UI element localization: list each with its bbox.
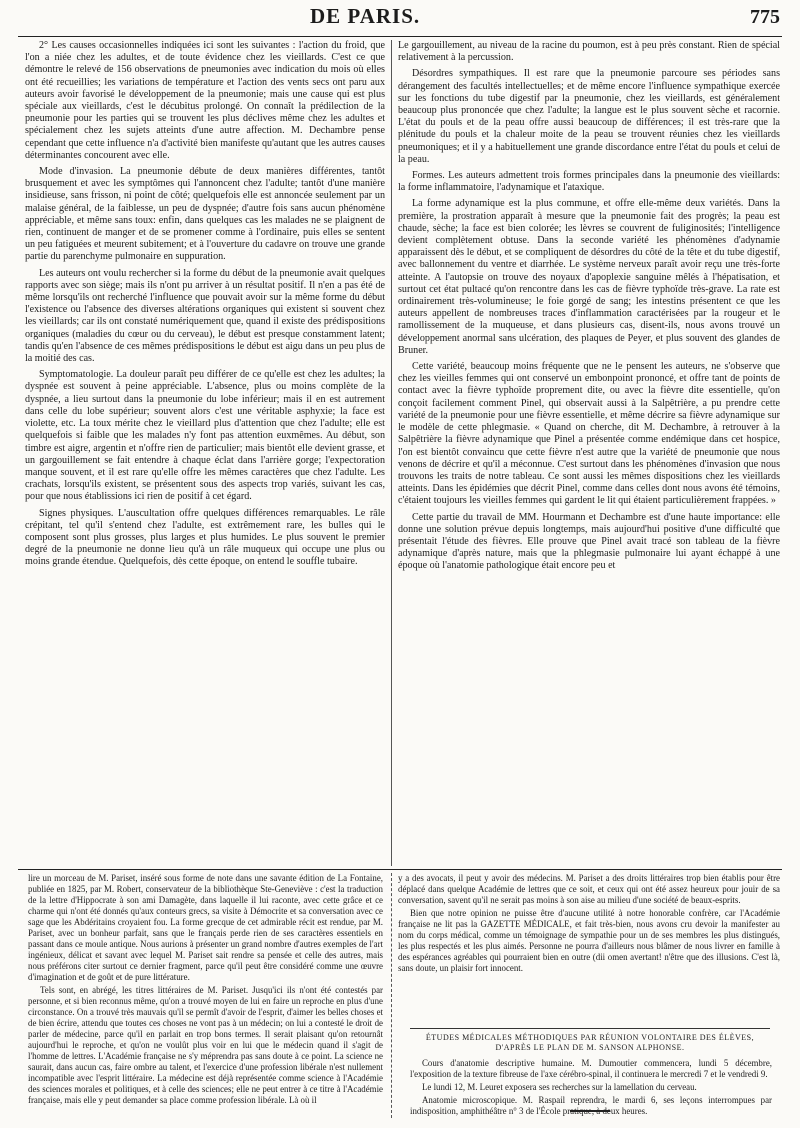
feuilleton-paragraph: y a des avocats, il peut y avoir des médecins. M. Pariset a des droits littéraires trop bien établis pour être déplacé dans quelque Académie de lettres que ce soit, et ceux qui ont été assez heureux pour jouir de sa conversation, savent qu'il ne serait pas moins à son aise au milieu d'une société de beaux-esprits. (398, 873, 780, 905)
notice-end-rule (570, 1110, 610, 1112)
notice-title (410, 1033, 770, 1053)
header-rule (18, 36, 782, 37)
page-header-title: DE PARIS. (310, 4, 421, 28)
feuilleton-left-column (28, 873, 383, 1118)
article-paragraph: Le gargouillement, au niveau de la racine du poumon, est à peu près constant. Rien de spécial relativement à la percussion. (398, 40, 780, 64)
article-right-column (398, 40, 780, 866)
notice-paragraph: Anatomie microscopique. M. Raspail reprendra, le mardi 6, ses leçons interrompues par indisposition, amphithéâtre n° 3 de l'École pratique, à deux heures. (410, 1095, 772, 1116)
article-paragraph: Cette partie du travail de MM. Hourmann et Dechambre est d'une haute importance: elle donne une solution prévue depuis longtemps, mais aujourd'hui positive d'une difficulté que présentait l'étude des fièvres. Elle prouve que Pinel avait tracé son tableau de la fièvre adynamique d'après nature, mais que la phlegmasie pulmonaire lui ayant échappé à une époque où l'anatomie pathologique était encore peu et (398, 511, 780, 572)
article-paragraph: Signes physiques. L'auscultation offre quelques différences remarquables. Le râle crépitant, tel qu'il s'entend chez l'adulte, est extrêmement rare, les bulles qui le composent sont plus grosses, plus larges et plus humides. Le plus souvent le premier degré de la pneumonie ne donne lieu qu'à un râle muqueux qui occupe une plus ou moins grande étendue. Quelquefois, dès cette époque, on entend le souffle tubaire. (25, 507, 385, 568)
feuilleton-paragraph: Bien que notre opinion ne puisse être d'aucune utilité à notre honorable confrère, car l'Académie française ne lit pas la GAZETTE MÉDICALE, et fait très-bien, nous avons cru devoir la manifester au nom du corps médical, comme un témoignage de sympathie pour un de ses membres les plus distingués, les plus respectés et les plus aimés. Personne ne pourra d'ailleurs nous blâmer de nous livrer en famille à des espérances agréables qui pourraient bien en outre (dii omen avertant! n'être que des illusions. C'est là, sans doute, un plaisir fort innocent. (398, 908, 780, 973)
notice-title-line: ÉTUDES MÉDICALES MÉTHODIQUES PAR RÉUNION VOLONTAIRE DES ÉLÈVES, (425, 1033, 755, 1042)
notice-top-rule (410, 1028, 770, 1029)
notice-paragraph: Cours d'anatomie descriptive humaine. M. Dumoutier commencera, lundi 5 décembre, l'exposition de la texture fibreuse de l'axe cérébro-spinal, il continuera le mercredi 7 et le vendredi 9. (410, 1058, 772, 1079)
feuilleton-paragraph: lire un morceau de M. Pariset, inséré sous forme de note dans une savante édition de La Fontaine, publiée en 1825, par M. Robert, conservateur de la bibliothèque Ste-Geneviève : c'est la traduction de la lettre d'Hippocrate à son ami Damagète, dans laquelle il lui raconte, avec cette grâce et ce charme qui n'ont été donnés qu'aux conteurs grecs, sa visite à Démocrite et sa conversation avec ce sage que les Abdéritains croyaient fou. La forme grecque de cet admirable récit est rendue, par M. Pariset, avec un bonheur parfait, sans que le français perde rien de ses caractères essentiels en passant dans ce moule antique. Nous aurions à présenter un grand nombre d'autres exemples de l'art ingénieux, délicat et savant avec lequel M. Pariset sait rendre sa pensée et celle des autres, mais nous préférons citer surtout ce dernier fragment, parce qu'il peut être considéré comme une œuvre d'imagination et de goût et de pure littérature. (28, 873, 383, 982)
article-paragraph: 2° Les causes occasionnelles indiquées ici sont les suivantes : l'action du froid, que l'on a niée chez les adultes, et de toute évidence chez les vieillards. C'est ce que démontre le relevé de 156 observations de pneumonies avec indication du mois où elles ont été recueillies; les variations de température et l'action des vents secs ont paru aux auteurs avoir favorisé le développement de la pneumonie; mais une cause qui est plus spéciale aux vieillards, c'est le décubitus prolongé. On connaît la prédilection de la pneumonie pour les parties qui se trouvent les plus déclives même chez les adultes et spécialement chez les sujets atteints d'une autre affection. M. Dechambre pense cependant que cette influence n'a d'activité bien manifeste qu'autant que les autres causes déterminantes concourent avec elle. (25, 40, 385, 161)
article-paragraph: Symptomatologie. La douleur paraît peu différer de ce qu'elle est chez les adultes; la dyspnée est souvent à peine appréciable. L'absence, plus ou moins complète de la dyspnée, a lieu surtout dans la pneumonie du lobe inférieur; mais il en est autrement dans celle du lobe supérieur; souvent alors c'est une véritable asphyxie; la face est violette, etc. La toux mérite chez le vieillard plus d'attention que chez l'adulte; elle est quelquefois si faible que les malades n'y font pas attention euxmêmes. Au début, son timbre est aigre, argentin et n'offre rien de particulier; mais bientôt elle devient grasse, et un gargouillement se fait entendre à chaque éclat dans l'arrière gorge; l'expectoration manque souvent, et il est rare qu'elle offre les mêmes caractères que chez l'adulte. Les crachats, lorsqu'ils existent, se présentent sous des aspects trop variés, suivant les cas, pour que nous établissions ici rien de positif à cet égard. (25, 369, 385, 503)
article-paragraph: Cette variété, beaucoup moins fréquente que ne le pensent les auteurs, ne s'observe que chez les vieilles femmes qui ont conservé un embonpoint prononcé, et offre tant de points de contact avec la fièvre typhoïde proprement dite, ou avec la fièvre dite essentielle, qu'on conçoit facilement comment Pinel, qui observait aussi à la Salpêtrière, a pu prendre cette variété de la pneumonie pour une fièvre essentielle, et même décrire sa fièvre adynamique sur le modèle de cette phlegmasie. « Quand on cherche, dit M. Dechambre, à retrouver à la Salpêtrière la fièvre adynamique que Pinel a présentée comme endémique dans cet hospice, l'on est bientôt convaincu que cette fièvre n'est autre que la variété de pneumonie que nous venons de décrire et qu'il a méconnue. C'est surtout dans les phénomènes d'invasion que nous trouvons les traits de notre tableau. Ce sont aussi les mêmes dispositions chez les vieillards atteints. Dans les épidémies que décrit Pinel, comme dans celles dont nous avons été témoins, c'étaient toujours les vieilles femmes qui gardent le lit qui étaient particulièrement frappées. » (398, 361, 780, 507)
article-left-column (25, 40, 385, 866)
notice-paragraph: Le lundi 12, M. Leuret exposera ses recherches sur la lamellation du cerveau. (422, 1082, 697, 1092)
column-divider (391, 40, 392, 866)
feuilleton-right-column (398, 873, 780, 1023)
feuilleton-column-divider (391, 873, 392, 1118)
page-number: 775 (750, 6, 780, 28)
article-paragraph: Désordres sympathiques. Il est rare que la pneumonie parcoure ses périodes sans dérangement des facultés intellectuelles; et de même encore l'influence sympathique exercée sur les fonctions du tube digestif par la pneumonie, chez les vieillards, est généralement beaucoup plus prononcée que chez l'adulte; la langue est le plus souvent sèche et racornie. L'état du pouls et de la peau offre aussi beaucoup de différences; il est très-rare que la plénitude du pouls et la chaleur moite de la peau se trouvent réunies chez les vieillards pneumoniques; et il y a habituellement une grande discordance entre l'état du pouls et celui de la peau. (398, 68, 780, 165)
article-paragraph: Mode d'invasion. La pneumonie débute de deux manières différentes, tantôt brusquement et avec les symptômes qui l'annoncent chez l'adulte; tantôt d'une manière insidieuse, sans frisson, ni point de côté; quelquefois elle est annoncée seulement par un malaise général, de la faiblesse, un peu de dyspnée; d'autre fois sans aucun phénomène appréciable, et même sans toux: enfin, dans quelques cas les malades ne se plaignent de rien, continuent de manger et de se promener comme à l'ordinaire, puis elles se sentent un peu fatiguées et meurent subitement; et à l'ouverture du cadavre on trouve une grande partie du parenchyme pulmonaire en suppuration. (25, 166, 385, 263)
article-paragraph: La forme adynamique est la plus commune, et offre elle-même deux variétés. Dans la première, la prostration apparaît à mesure que la pneumonie fait des progrès; la peau est chaude, sèche; la face est bien colorée; les lèvres se couvrent de fuliginosités; l'intelligence devient complètement obtuse. Dans la seconde variété les phénomènes d'adynamie apparaissent dès le début, et se compliquent de désordres du côté de la tête et du tube digestif, avec ballonnement du ventre et diarrhée. Le système nerveux paraît avoir reçu une très-forte atteinte. A l'autopsie on trouve des noyaux d'apoplexie sanguine mêlés à l'hépatisation, et surtout cet état pultacé qu'on rencontre dans les cas de fièvre typhoïde très-grave. La rate est ordinairement très-volumineuse; le foie gorgé de sang; les intestins présentent ce que les auteurs appellent de nombreuses traces d'inflammation caractérisées par la rougeur et le ramollissement de la muqueuse, et dans plusieurs cas, disent-ils, nous avons trouvé un développement anormal sans ulcération, des plaques de Peyer, et plus souvent des glandes de Bruner. (398, 198, 780, 356)
feuilleton-separator-rule (18, 869, 782, 870)
notice-title-line: D'APRÈS LE PLAN DE M. SANSON ALPHONSE. (495, 1043, 685, 1052)
article-paragraph: Formes. Les auteurs admettent trois formes principales dans la pneumonie des vieillards: la forme inflammatoire, l'adynamique et l'ataxique. (398, 170, 780, 194)
article-paragraph: Les auteurs ont voulu rechercher si la forme du début de la pneumonie avait quelques rapports avec son siège; mais ils n'ont pu arriver à un résultat positif. Il n'en a pas été de même lorsqu'ils ont recherché l'influence que pouvait avoir sur la même forme du début l'existence ou l'absence des diverses altérations organiques qui existent si souvent chez les vieillards; car ils ont constaté numériquement que, quand il existe des prédispositions organiques (maladies du cœur ou du cerveau), le début est presque constamment latent; tandis qu'en l'absence de ces mêmes prédispositions le début est aigu dans un peu plus de la moitié des cas. (25, 267, 385, 365)
feuilleton-paragraph: Tels sont, en abrégé, les titres littéraires de M. Pariset. Jusqu'ici ils n'ont été contestés par personne, et si bien reconnus même, qu'on a trouvé moyen de lui en faire un reproche en plus d'une circonstance. On a trouvé très mauvais qu'il se permît d'avoir de l'esprit, d'aimer les belles choses et de bien écrire, attendu que toutes ces choses ne vont pas à un médecin; on lui a contesté le droit de parler de médecine, parce qu'il en parlait en trop bons termes. Il serait plaisant qu'on retournât aujourd'hui le reproche, et qu'on ne voulût plus voir en lui que le médecin quand il s'agit de l'homme de lettres. L'Académie française ne s'y méprendra pas sans doute à ce point. La science ne saurait, dans aucun cas, faire ombre au talent, et l'exercice d'une profession libérale n'est nullement incompatible avec l'esprit littéraire. La médecine est déjà représentée comme science à l'Académie des sciences morales et politiques, et à celle des sciences; elle ne peut entrer à ce titre à l'Académie française, mais elle y peut demander sa place comme profession libérale. Là où il (28, 985, 383, 1105)
